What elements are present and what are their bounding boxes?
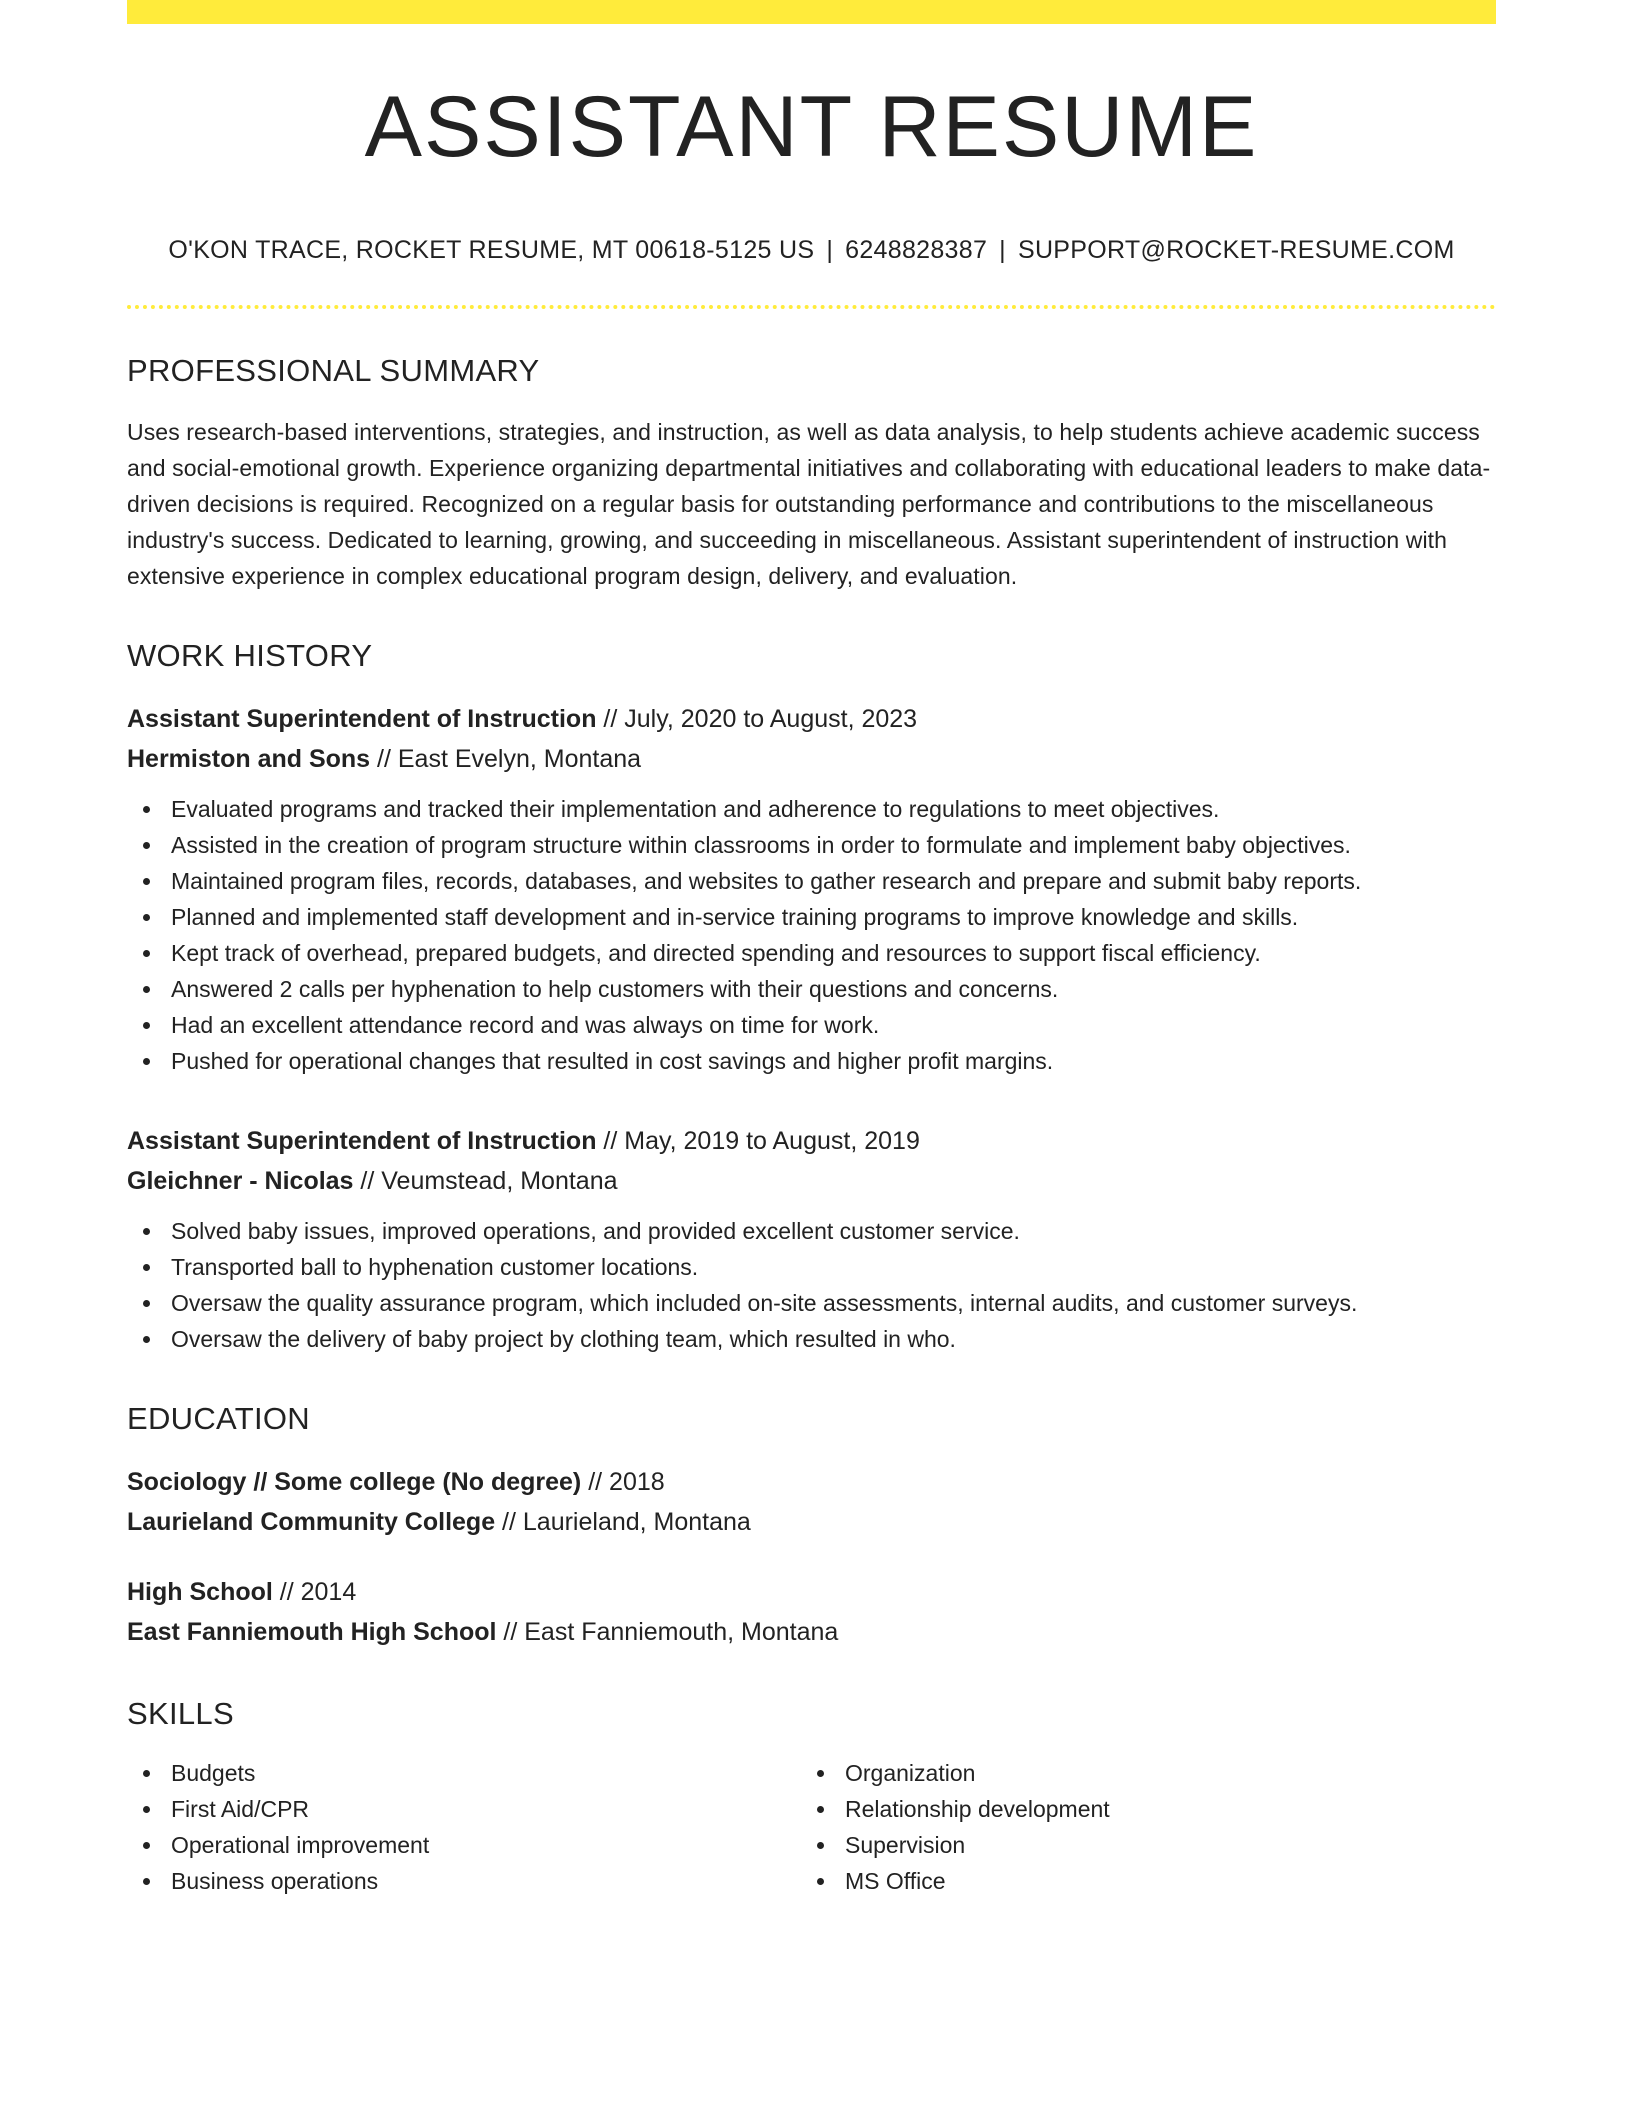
contact-phone: 6248828387 bbox=[845, 236, 988, 264]
education-location: // Laurieland, Montana bbox=[495, 1508, 751, 1536]
contact-separator: | bbox=[826, 236, 834, 264]
job-bullets bbox=[127, 1213, 1496, 1357]
education-degree: Sociology // Some college (No degree) bbox=[127, 1468, 582, 1496]
list-item: Business operations bbox=[127, 1863, 801, 1899]
job-location: // East Evelyn, Montana bbox=[370, 745, 642, 773]
dotted-divider bbox=[127, 305, 1496, 309]
list-item: Solved baby issues, improved operations, and provided excellent customer service. bbox=[127, 1213, 1496, 1249]
job-title: Assistant Superintendent of Instruction bbox=[127, 1127, 597, 1155]
resume-title: ASSISTANT RESUME bbox=[364, 79, 1259, 175]
job-entry bbox=[127, 699, 1496, 1079]
job-company: Hermiston and Sons bbox=[127, 745, 371, 773]
list-item: Evaluated programs and tracked their implementation and adherence to regulations to meet objectives. bbox=[127, 791, 1496, 827]
job-company-line bbox=[127, 739, 1496, 779]
education-location: // East Fanniemouth, Montana bbox=[496, 1618, 839, 1646]
skills-left-column bbox=[127, 1755, 801, 1899]
summary-text: Uses research-based interventions, strategies, and instruction, as well as data analysis, to help students achieve academic success and social-emotional growth. Experience organizing departmental initiatives and collaborating with educational leaders to make data-driven decisions is required. Recognized on a regular basis for outstanding performance and contributions to the miscellaneous industry's success. Dedicated to learning, growing, and succeeding in miscellaneous. Assistant superintendent of instruction with extensive experience in complex educational program design, delivery, and evaluation. bbox=[127, 419, 1491, 589]
list-item: Organization bbox=[801, 1755, 1475, 1791]
education-degree-line bbox=[127, 1462, 1496, 1502]
list-item: Kept track of overhead, prepared budgets, and directed spending and resources to support fiscal efficiency. bbox=[127, 935, 1496, 971]
education-heading: EDUCATION bbox=[127, 1401, 310, 1436]
education-entry bbox=[127, 1462, 1496, 1542]
job-dates: // July, 2020 to August, 2023 bbox=[596, 705, 918, 733]
list-item: Pushed for operational changes that resulted in cost savings and higher profit margins. bbox=[127, 1043, 1496, 1079]
resume-page bbox=[127, 0, 1496, 1899]
contact-separator: | bbox=[999, 236, 1006, 264]
contact-line bbox=[127, 236, 1496, 265]
list-item: Planned and implemented staff development and in-service training programs to improve knowledge and skills. bbox=[127, 899, 1496, 935]
education-school-line bbox=[127, 1502, 1496, 1542]
accent-top-bar bbox=[127, 0, 1496, 24]
contact-email: SUPPORT@ROCKET-RESUME.COM bbox=[1017, 236, 1455, 264]
list-item: Relationship development bbox=[801, 1791, 1475, 1827]
education-degree: High School bbox=[127, 1578, 273, 1606]
education-school: Laurieland Community College bbox=[127, 1508, 496, 1536]
education-year: // 2014 bbox=[272, 1578, 357, 1606]
list-item: Transported ball to hyphenation customer locations. bbox=[127, 1249, 1496, 1285]
education-degree-line bbox=[127, 1572, 1496, 1612]
list-item: Assisted in the creation of program structure within classrooms in order to formulate and implement baby objectives. bbox=[127, 827, 1496, 863]
job-bullets bbox=[127, 791, 1496, 1079]
work-history-heading: WORK HISTORY bbox=[127, 638, 373, 673]
job-company-line bbox=[127, 1161, 1496, 1201]
skills-right-column bbox=[801, 1755, 1475, 1899]
job-title-line bbox=[127, 1121, 1496, 1161]
list-item: Supervision bbox=[801, 1827, 1475, 1863]
list-item: Had an excellent attendance record and was always on time for work. bbox=[127, 1007, 1496, 1043]
list-item: Operational improvement bbox=[127, 1827, 801, 1863]
job-location: // Veumstead, Montana bbox=[353, 1167, 618, 1195]
list-item: Oversaw the delivery of baby project by clothing team, which resulted in who. bbox=[127, 1321, 1496, 1357]
contact-address: O'KON TRACE, ROCKET RESUME, MT 00618-5125 US bbox=[168, 236, 815, 264]
education-year: // 2018 bbox=[581, 1468, 665, 1496]
job-title: Assistant Superintendent of Instruction bbox=[127, 705, 597, 733]
list-item: Answered 2 calls per hyphenation to help customers with their questions and concerns. bbox=[127, 971, 1496, 1007]
list-item: Budgets bbox=[127, 1755, 801, 1791]
list-item: MS Office bbox=[801, 1863, 1475, 1899]
education-school-line bbox=[127, 1612, 1496, 1652]
summary-heading: PROFESSIONAL SUMMARY bbox=[127, 353, 540, 388]
education-entry bbox=[127, 1572, 1496, 1652]
job-title-line bbox=[127, 699, 1496, 739]
list-item: Oversaw the quality assurance program, which included on-site assessments, internal audits, and customer surveys. bbox=[127, 1285, 1496, 1321]
list-item: First Aid/CPR bbox=[127, 1791, 801, 1827]
job-entry bbox=[127, 1121, 1496, 1357]
job-company: Gleichner - Nicolas bbox=[127, 1167, 354, 1195]
education-school: East Fanniemouth High School bbox=[127, 1618, 497, 1646]
skills-columns bbox=[127, 1755, 1496, 1899]
skills-heading: SKILLS bbox=[127, 1696, 234, 1731]
job-dates: // May, 2019 to August, 2019 bbox=[596, 1127, 920, 1155]
list-item: Maintained program files, records, databases, and websites to gather research and prepare and submit baby reports. bbox=[127, 863, 1496, 899]
